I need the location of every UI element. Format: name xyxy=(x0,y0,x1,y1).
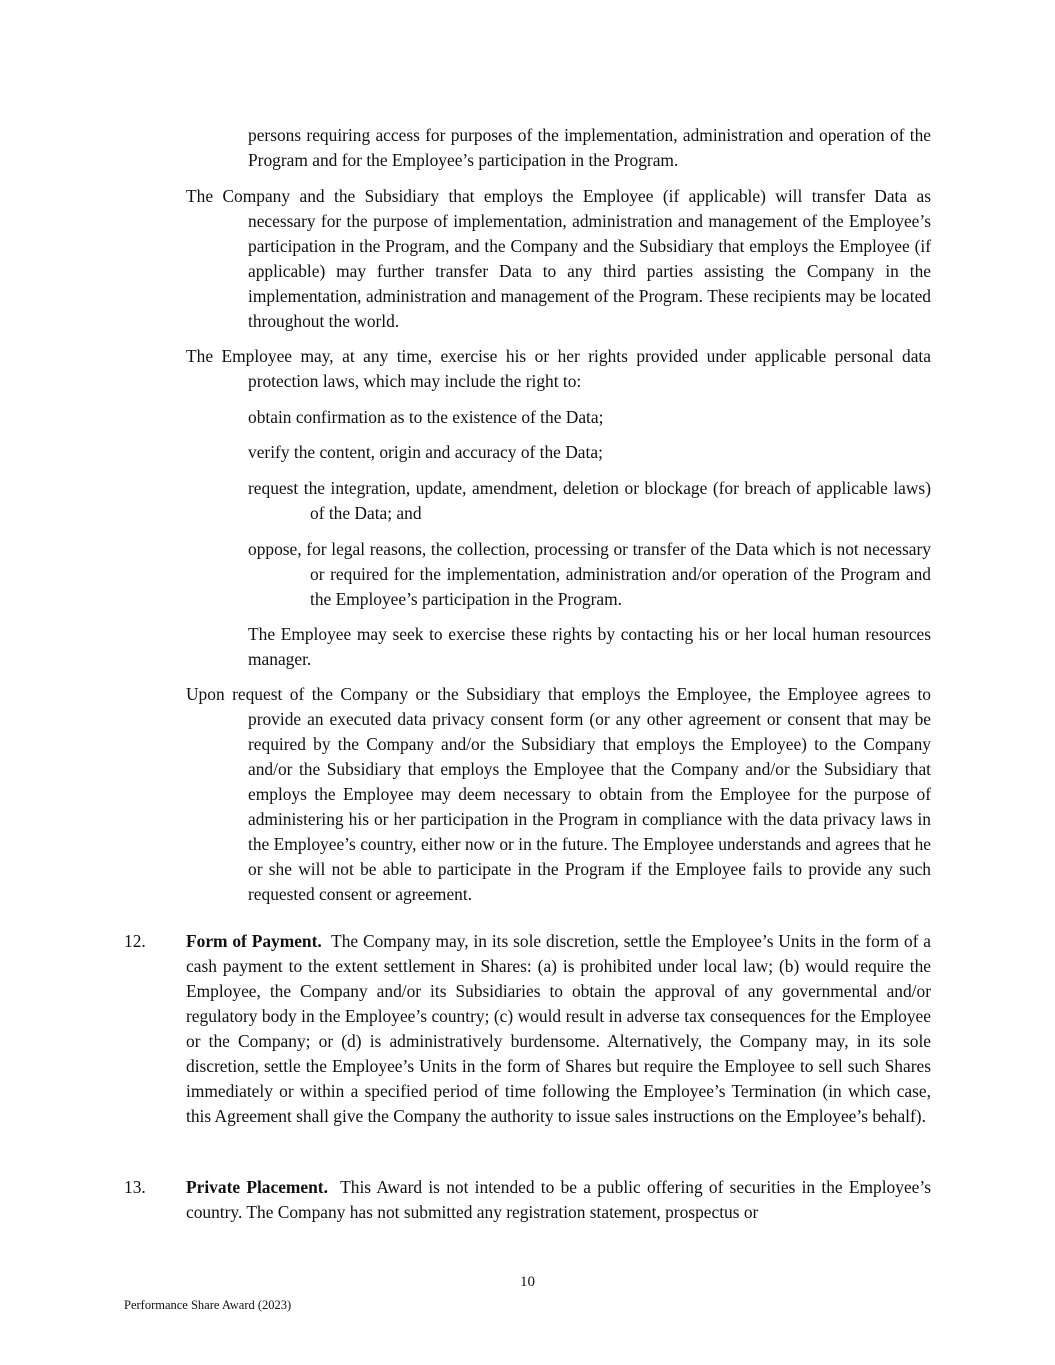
section-body xyxy=(186,1175,931,1225)
employee-rights-paragraph xyxy=(186,344,931,394)
section-text: The Company may, in its sole discretion, settle the Employee’s Units in the form of a cash payment to the extent settlement in Shares: (a) is prohibited under local law; (b) would require the Employee, the Company and/or its Subsidiaries to obtain the approval of any governmental and/or regulatory body in the Employee’s country; (c) would result in adverse tax consequences for the Employee or the Company; or (d) is administratively burdensome. Alternatively, the Company may, in its sole discretion, settle the Employee’s Units in the form of Shares but require the Employee to sell such Shares immediately or within a specified period of time following the Employee’s Termination (in which case, this Agreement shall give the Company the authority to issue sales instructions on the Employee’s behalf). xyxy=(186,931,931,1126)
section-heading: Private Placement. xyxy=(186,1177,328,1197)
data-transfer-text: The Company and the Subsidiary that employs the Employee (if applicable) will transfer Data as necessary for the purpose of implementation, administration and management of the Employee’s participation in the Program, and the Company and the Subsidiary that employs the Employee (if applicable) may further transfer Data to any third parties assisting the Company in the implementation, administration and management of the Program. These recipients may be located throughout the world. xyxy=(186,186,931,331)
footer-text: Performance Share Award (2023) xyxy=(124,1298,292,1312)
data-transfer-paragraph xyxy=(186,184,931,334)
employee-rights-text: The Employee may, at any time, exercise his or her rights provided under applicable personal data protection laws, which may include the right to: xyxy=(186,346,931,391)
section-13 xyxy=(124,1175,931,1225)
consent-request-text: Upon request of the Company or the Subsidiary that employs the Employee, the Employee agrees to provide an executed data privacy consent form (or any other agreement or consent that may be required by the Company and/or the Subsidiary that employs the Employee) to the Company and/or the Subsidiary that employs the Employee that the Company and/or the Subsidiary that employs the Employee may deem necessary to obtain from the Employee for the purpose of administering his or her participation in the Program in compliance with the data privacy laws in the Employee’s country, either now or in the future. The Employee understands and agrees that he or she will not be able to participate in the Program if the Employee fails to provide any such requested consent or agreement. xyxy=(186,684,931,904)
right-oppose-text: oppose, for legal reasons, the collection, processing or transfer of the Data which is not necessary or required for the implementation, administration and/or operation of the Program and the Employee’s participation in the Program. xyxy=(248,539,931,609)
section-body xyxy=(186,929,931,1129)
section-heading: Form of Payment. xyxy=(186,931,322,951)
page-number: 10 xyxy=(520,1274,535,1290)
section-number: 12. xyxy=(124,931,146,951)
continuation-paragraph xyxy=(248,123,931,173)
right-obtain-item xyxy=(248,405,931,430)
continuation-text: persons requiring access for purposes of the implementation, administration and operation of the Program and for the Employee’s participation in the Program. xyxy=(248,125,931,170)
section-text: This Award is not intended to be a public offering of securities in the Employee’s country. The Company has not submitted any registration statement, prospectus or xyxy=(186,1177,931,1222)
right-oppose-item xyxy=(248,537,931,612)
right-integration-text: request the integration, update, amendment, deletion or blockage (for breach of applicable laws) of the Data; and xyxy=(248,478,931,523)
right-verify-item xyxy=(248,440,931,465)
section-12 xyxy=(124,929,931,1129)
right-integration-item xyxy=(248,476,931,526)
exercise-rights-text: The Employee may seek to exercise these rights by contacting his or her local human resources manager. xyxy=(248,624,931,669)
consent-request-paragraph xyxy=(186,682,931,907)
right-verify-text: verify the content, origin and accuracy of the Data; xyxy=(248,442,603,462)
right-obtain-text: obtain confirmation as to the existence of the Data; xyxy=(248,407,604,427)
section-number: 13. xyxy=(124,1177,146,1197)
exercise-rights-paragraph xyxy=(248,622,931,672)
